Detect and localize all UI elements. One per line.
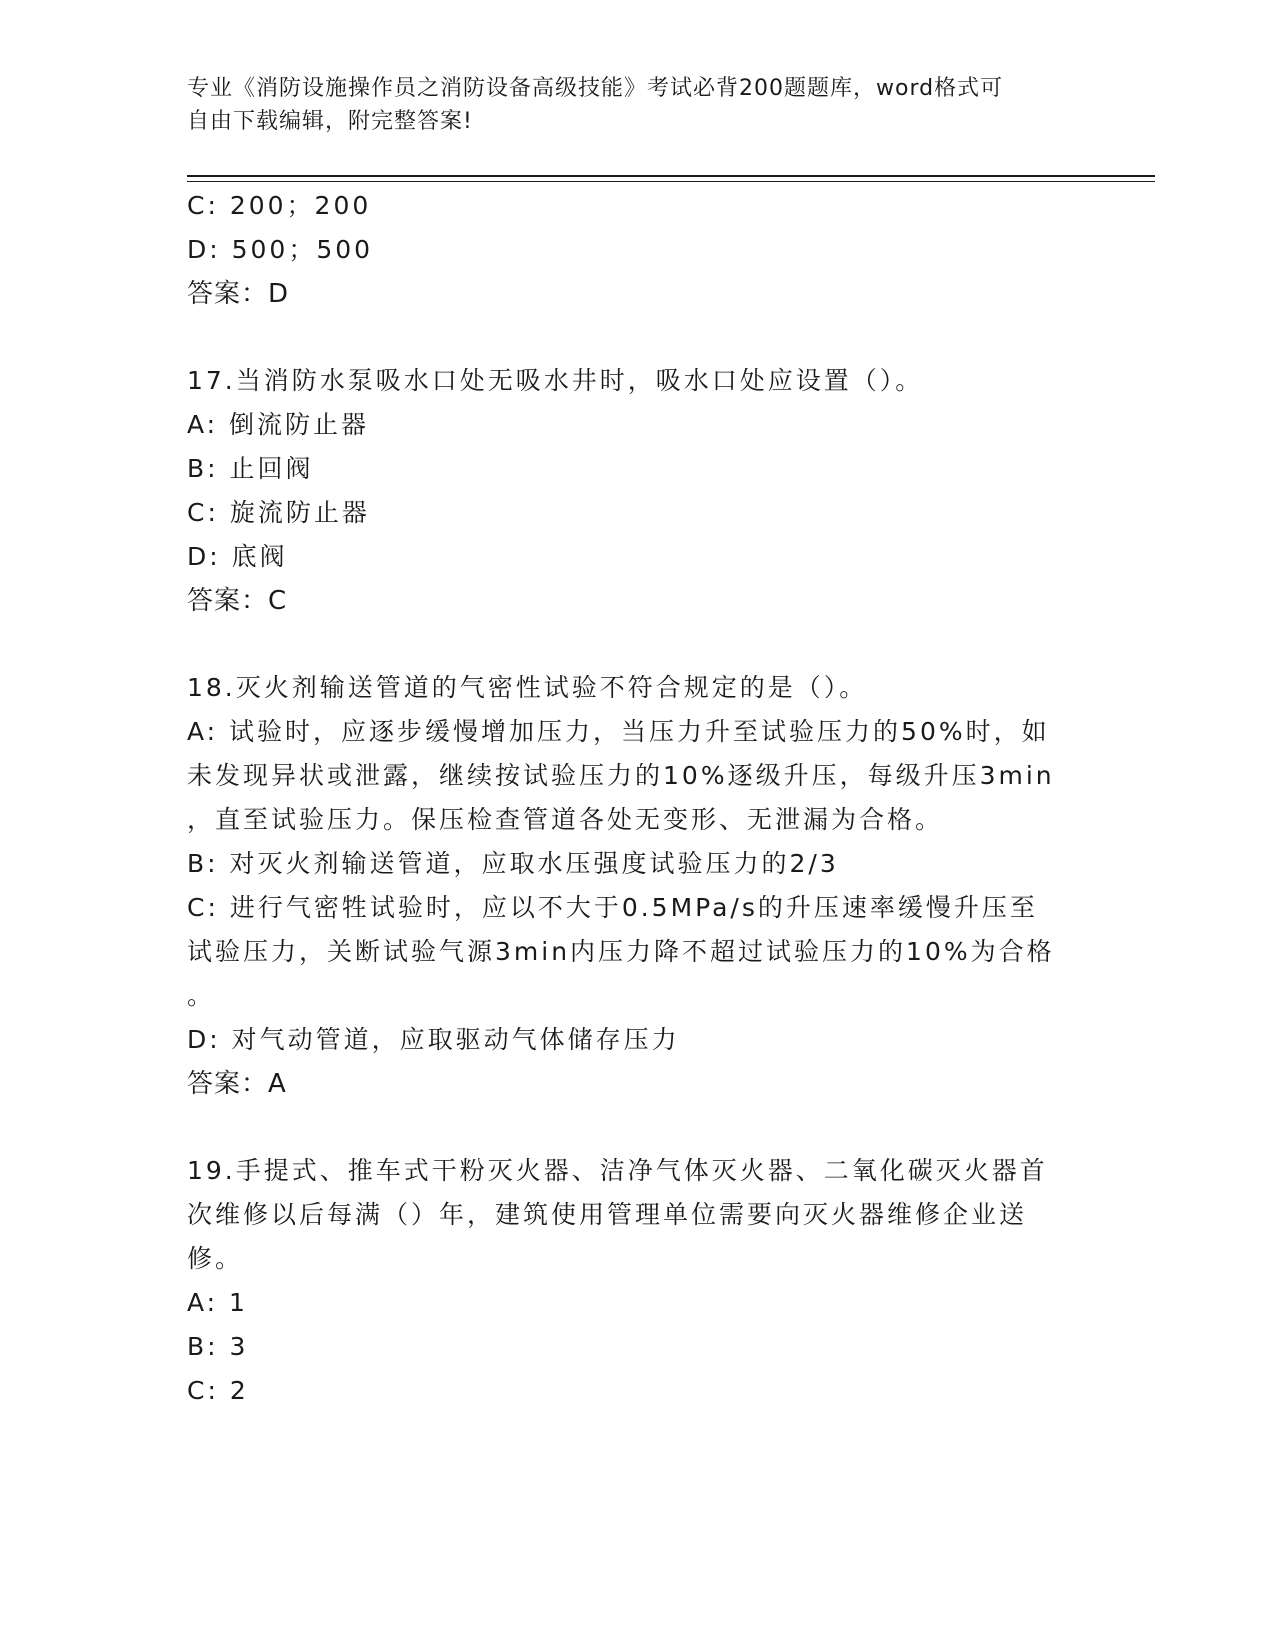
q17-stem: 17.当消防水泵吸水口处无吸水井时，吸水口处应设置（）。 [187, 366, 924, 395]
q17-option-b: B: 止回阀 [187, 454, 314, 483]
header-divider-thin [187, 181, 1155, 182]
q17-option-a: A: 倒流防止器 [187, 410, 370, 439]
header-title-line-2: 自由下载编辑，附完整答案! [187, 109, 473, 134]
q18-option-a-line-2: 未发现异状或泄露，继续按试验压力的10%逐级升压，每级升压3min [187, 761, 1055, 790]
q19-option-c: C: 2 [187, 1376, 249, 1405]
q18-option-a-line-3: ，直至试验压力。保压检查管道各处无变形、无泄漏为合格。 [187, 805, 944, 834]
header-title-line-1: 专业《消防设施操作员之消防设备高级技能》考试必背200题题库，word格式可 [187, 76, 1004, 101]
q19-option-a: A: 1 [187, 1288, 248, 1317]
q17-option-c: C: 旋流防止器 [187, 498, 370, 527]
q19-option-b: B: 3 [187, 1332, 249, 1361]
prev-answer: 答案：D [187, 279, 290, 309]
header-divider-thick [187, 175, 1155, 177]
q17-option-d: D: 底阀 [187, 542, 288, 571]
q18-option-b: B: 对灭火剂输送管道，应取水压强度试验压力的2/3 [187, 849, 839, 878]
q19-stem-line-2: 次维修以后每满（）年，建筑使用管理单位需要向灭火器维修企业送 [187, 1200, 1028, 1229]
q17-answer: 答案：C [187, 586, 288, 616]
q18-option-d: D: 对气动管道，应取驱动气体储存压力 [187, 1025, 680, 1054]
q18-option-c-line-2: 试验压力，关断试验气源3min内压力降不超过试验压力的10%为合格 [187, 937, 1055, 966]
q18-stem: 18.灭火剂输送管道的气密性试验不符合规定的是（）。 [187, 673, 868, 702]
q18-option-c-line-1: C: 进行气密牲试验时，应以不大于0.5MPa/s的升压速率缓慢升压至 [187, 893, 1038, 922]
q18-answer: 答案：A [187, 1069, 287, 1099]
prev-option-d: D: 500；500 [187, 235, 374, 264]
q18-option-c-line-3: 。 [187, 981, 216, 1010]
prev-option-c: C: 200；200 [187, 191, 372, 220]
q19-stem-line-3: 修。 [187, 1244, 244, 1273]
document-header [187, 72, 1067, 138]
q19-stem-line-1: 19.手提式、推车式干粉灭火器、洁净气体灭火器、二氧化碳灭火器首 [187, 1156, 1048, 1185]
q18-option-a-line-1: A: 试验时，应逐步缓慢增加压力，当压力升至试验压力的50%时，如 [187, 717, 1050, 746]
